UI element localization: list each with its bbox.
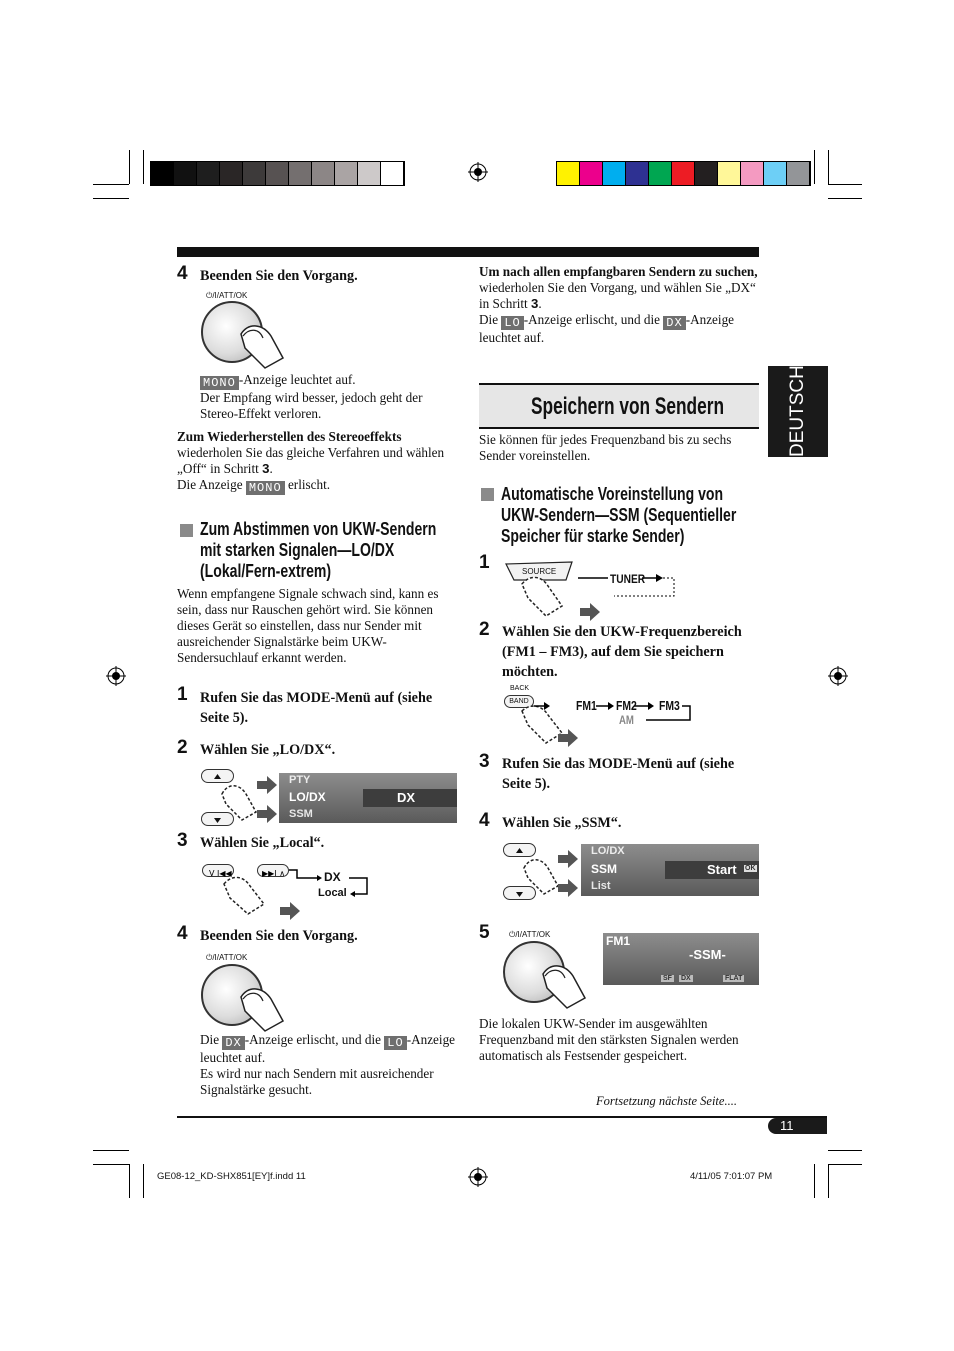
- color-swatch: [243, 162, 266, 185]
- step-number: 4: [177, 263, 188, 284]
- color-swatch: [764, 162, 787, 185]
- color-swatch: [358, 162, 381, 185]
- step-number: 3: [177, 830, 188, 851]
- subheading: Zum Wiederherstellen des Stereoeffekts: [177, 429, 402, 444]
- band-fm2: FM2: [616, 698, 637, 713]
- color-swatch: [580, 162, 603, 185]
- color-swatch: [741, 162, 764, 185]
- finger-press-icon: [537, 958, 587, 1010]
- tuner-label: TUNER: [610, 572, 646, 586]
- lcd-screen-fm1: [603, 933, 759, 985]
- arrow-icon: [556, 849, 580, 869]
- indicator: FLAT: [725, 975, 743, 982]
- section-heading: [501, 484, 801, 547]
- step-number: 1: [177, 684, 188, 705]
- paragraph: [200, 1032, 462, 1098]
- step-text: Wählen Sie den UKW-Frequenzbereich (FM1 – FM3), auf dem Sie speichern möchten.: [502, 624, 742, 680]
- crop-mark: [93, 184, 129, 185]
- intro-paragraph: Wenn empfangene Signale schwach sind, kann es sein, dass nur Rauschen gehört wird. Sie können dieses Gerät so einstellen, dass nur Sender mit ausreichender Signalstärke beim UKW-Sendersuchlauf erkannt werden.: [177, 586, 439, 665]
- footer-file: GE08-12_KD-SHX851[EY]f.indd 11: [157, 1171, 306, 1182]
- step-number: 4: [177, 923, 188, 944]
- heading-line: UKW-Sendern—SSM (Sequentieller: [501, 505, 737, 525]
- color-swatch: [335, 162, 358, 185]
- menu-row: SSM: [289, 808, 313, 820]
- gray-calibration-bar: [150, 161, 405, 186]
- text: wiederholen Sie das gleiche Verfahren und wählen „Off“ in Schritt: [177, 445, 445, 476]
- color-swatch: [381, 162, 404, 185]
- arrow-icon: [556, 728, 580, 748]
- crop-mark: [814, 1164, 815, 1198]
- bottom-rule: [177, 1116, 827, 1118]
- section-marker: [180, 524, 193, 537]
- lcd-indicator: MONO: [200, 376, 239, 390]
- text: Der Empfang wird besser, jedoch geht der Stereo-Effekt verloren.: [200, 390, 423, 421]
- step-ref: 3: [262, 461, 270, 476]
- band-am: AM: [619, 713, 634, 727]
- finger-press-icon: [218, 780, 260, 822]
- heading-line: Zum Abstimmen von UKW-Sendern: [200, 519, 437, 539]
- crop-mark: [828, 1150, 862, 1151]
- crop-mark: [828, 1164, 862, 1165]
- knob-label: ⏻/I/ATT/OK: [206, 291, 248, 300]
- arrow-icon: [255, 775, 279, 795]
- step-text: Wählen Sie „LO/DX“.: [200, 742, 336, 758]
- setting-value: Start: [707, 862, 737, 877]
- svg-text:V I◀◀: V I◀◀: [209, 869, 232, 878]
- lcd-indicator: DX: [663, 316, 685, 330]
- paragraph: [200, 372, 462, 422]
- text: -Anzeige leuchtet auf.: [238, 372, 356, 387]
- step-number: 2: [177, 737, 188, 758]
- page-number-box: [768, 1118, 827, 1134]
- top-rule: [177, 247, 759, 257]
- heading-line: Speicher für starke Sender): [501, 526, 685, 546]
- step-number: 4: [479, 810, 490, 831]
- text: Um nach allen empfangbaren Sendern zu suchen,: [479, 264, 758, 279]
- knob-label: ⏻/I/ATT/OK: [509, 930, 551, 939]
- arrow-icon: [578, 602, 602, 622]
- setting-value: DX: [397, 790, 416, 805]
- finger-press-icon: [235, 318, 285, 370]
- registration-mark-icon: [106, 666, 126, 686]
- step-number: 5: [479, 922, 490, 943]
- step-number: 3: [479, 751, 490, 772]
- text: -Anzeige erlischt, und die: [523, 312, 664, 327]
- color-swatch: [197, 162, 220, 185]
- local-label: Local: [318, 887, 347, 899]
- indicator: DX: [681, 975, 691, 982]
- text: .: [538, 296, 542, 311]
- step-ref: 3: [531, 296, 539, 311]
- color-swatch: [672, 162, 695, 185]
- source-label: SOURCE: [522, 567, 557, 576]
- color-calibration-bar: [556, 161, 811, 186]
- text: Die: [479, 312, 502, 327]
- menu-row: PTY: [289, 774, 311, 786]
- band-button-label: BAND: [509, 698, 529, 705]
- paragraph: Die lokalen UKW-Sender im ausgewählten Frequenzband mit den stärksten Signalen werden automatisch als Festsender gespeichert.: [479, 1016, 739, 1063]
- dx-label: DX: [324, 870, 341, 884]
- finger-press-icon: [220, 874, 270, 916]
- crop-mark: [814, 150, 815, 184]
- crop-mark: [93, 1164, 129, 1165]
- crop-mark: [143, 150, 144, 184]
- text: -Anzeige leuchtet auf.: [479, 312, 735, 345]
- crop-mark: [93, 1150, 129, 1151]
- menu-row-selected: SSM: [591, 862, 618, 876]
- section-title: Speichern von Sendern: [531, 393, 725, 420]
- ok-indicator: OK: [745, 865, 756, 872]
- indicator: SF: [663, 975, 672, 982]
- registration-mark-icon: [468, 162, 488, 182]
- continue-note: Fortsetzung nächste Seite....: [596, 1094, 737, 1108]
- crop-mark: [129, 150, 130, 184]
- crop-mark: [828, 184, 862, 185]
- heading-line: Automatische Voreinstellung von: [501, 484, 724, 504]
- heading-line: (Lokal/Fern-extrem): [200, 561, 332, 581]
- color-swatch: [603, 162, 626, 185]
- lcd-indicator: DX: [222, 1036, 244, 1050]
- section-heading: [200, 519, 500, 582]
- lcd-indicator: MONO: [246, 481, 285, 495]
- color-swatch: [220, 162, 243, 185]
- menu-row: List: [591, 880, 611, 892]
- text: Es wird nur nach Sendern mit ausreichender Signalstärke gesucht.: [200, 1066, 434, 1097]
- knob-label: ⏻/I/ATT/OK: [206, 953, 248, 962]
- crop-mark: [143, 1164, 144, 1198]
- menu-row-selected: LO/DX: [289, 790, 326, 804]
- step-text: Rufen Sie das MODE-Menü auf (siehe Seite 5).: [502, 756, 735, 792]
- color-swatch: [289, 162, 312, 185]
- crop-mark: [828, 1164, 829, 1198]
- color-swatch: [649, 162, 672, 185]
- text: -Anzeige erlischt, und die: [244, 1032, 385, 1047]
- color-swatch: [151, 162, 174, 185]
- lcd-screen-lodx: [279, 773, 457, 823]
- language-tab-label: DEUTSCH: [787, 365, 808, 457]
- back-label: BACK: [510, 685, 530, 692]
- footer-date: 4/11/05 7:01:07 PM: [690, 1171, 773, 1182]
- registration-mark-icon: [468, 1167, 488, 1187]
- arrow-icon: [255, 804, 279, 824]
- step-text: Beenden Sie den Vorgang.: [200, 928, 358, 944]
- paragraph: Sie können für jedes Frequenzband bis zu sechs Sender voreinstellen.: [479, 432, 732, 463]
- crop-mark: [129, 1164, 130, 1198]
- color-swatch: [557, 162, 580, 185]
- text: Die Anzeige: [177, 477, 246, 492]
- color-swatch: [312, 162, 335, 185]
- section-marker: [481, 488, 494, 501]
- page-number: 11: [780, 1118, 794, 1133]
- color-swatch: [266, 162, 289, 185]
- finger-press-icon: [235, 981, 285, 1033]
- step-number: 2: [479, 619, 490, 640]
- text: wiederholen Sie den Vorgang, und wählen Sie „DX“ in Schritt: [479, 280, 756, 311]
- step-text: Wählen Sie „SSM“.: [502, 815, 622, 831]
- band-fm3: FM3: [659, 698, 680, 713]
- color-swatch: [718, 162, 741, 185]
- text: erlischt.: [284, 477, 331, 492]
- color-swatch: [695, 162, 718, 185]
- lcd-screen-ssm: [581, 844, 759, 896]
- paragraph: [479, 264, 761, 346]
- paragraph: [177, 429, 459, 495]
- svg-text:▶▶I ∧: ▶▶I ∧: [262, 869, 286, 878]
- text: -Anzeige leuchtet auf.: [200, 1032, 456, 1065]
- arrow-icon: [556, 878, 580, 898]
- step-text: Rufen Sie das MODE-Menü auf (siehe Seite 5).: [200, 690, 433, 726]
- color-swatch: [174, 162, 197, 185]
- band-indicator: FM1: [606, 934, 630, 948]
- registration-mark-icon: [828, 666, 848, 686]
- section-title-box: [479, 383, 759, 429]
- lcd-indicator: LO: [384, 1036, 406, 1050]
- band-fm1: FM1: [576, 698, 597, 713]
- text: Die: [200, 1032, 223, 1047]
- color-swatch: [787, 162, 810, 185]
- color-swatch: [626, 162, 649, 185]
- crop-mark: [828, 198, 862, 199]
- crop-mark: [93, 198, 129, 199]
- finger-press-icon: [518, 574, 566, 620]
- heading-line: mit starken Signalen—LO/DX: [200, 540, 395, 560]
- step-text: Wählen Sie „Local“.: [200, 835, 325, 851]
- step-number: 1: [479, 552, 490, 573]
- ssm-status: -SSM-: [689, 947, 726, 962]
- crop-mark: [828, 150, 829, 184]
- text: .: [269, 461, 273, 476]
- lcd-indicator: LO: [501, 316, 523, 330]
- step-text: Beenden Sie den Vorgang.: [200, 268, 358, 284]
- menu-row: LO/DX: [591, 845, 625, 857]
- language-tab: [768, 366, 828, 457]
